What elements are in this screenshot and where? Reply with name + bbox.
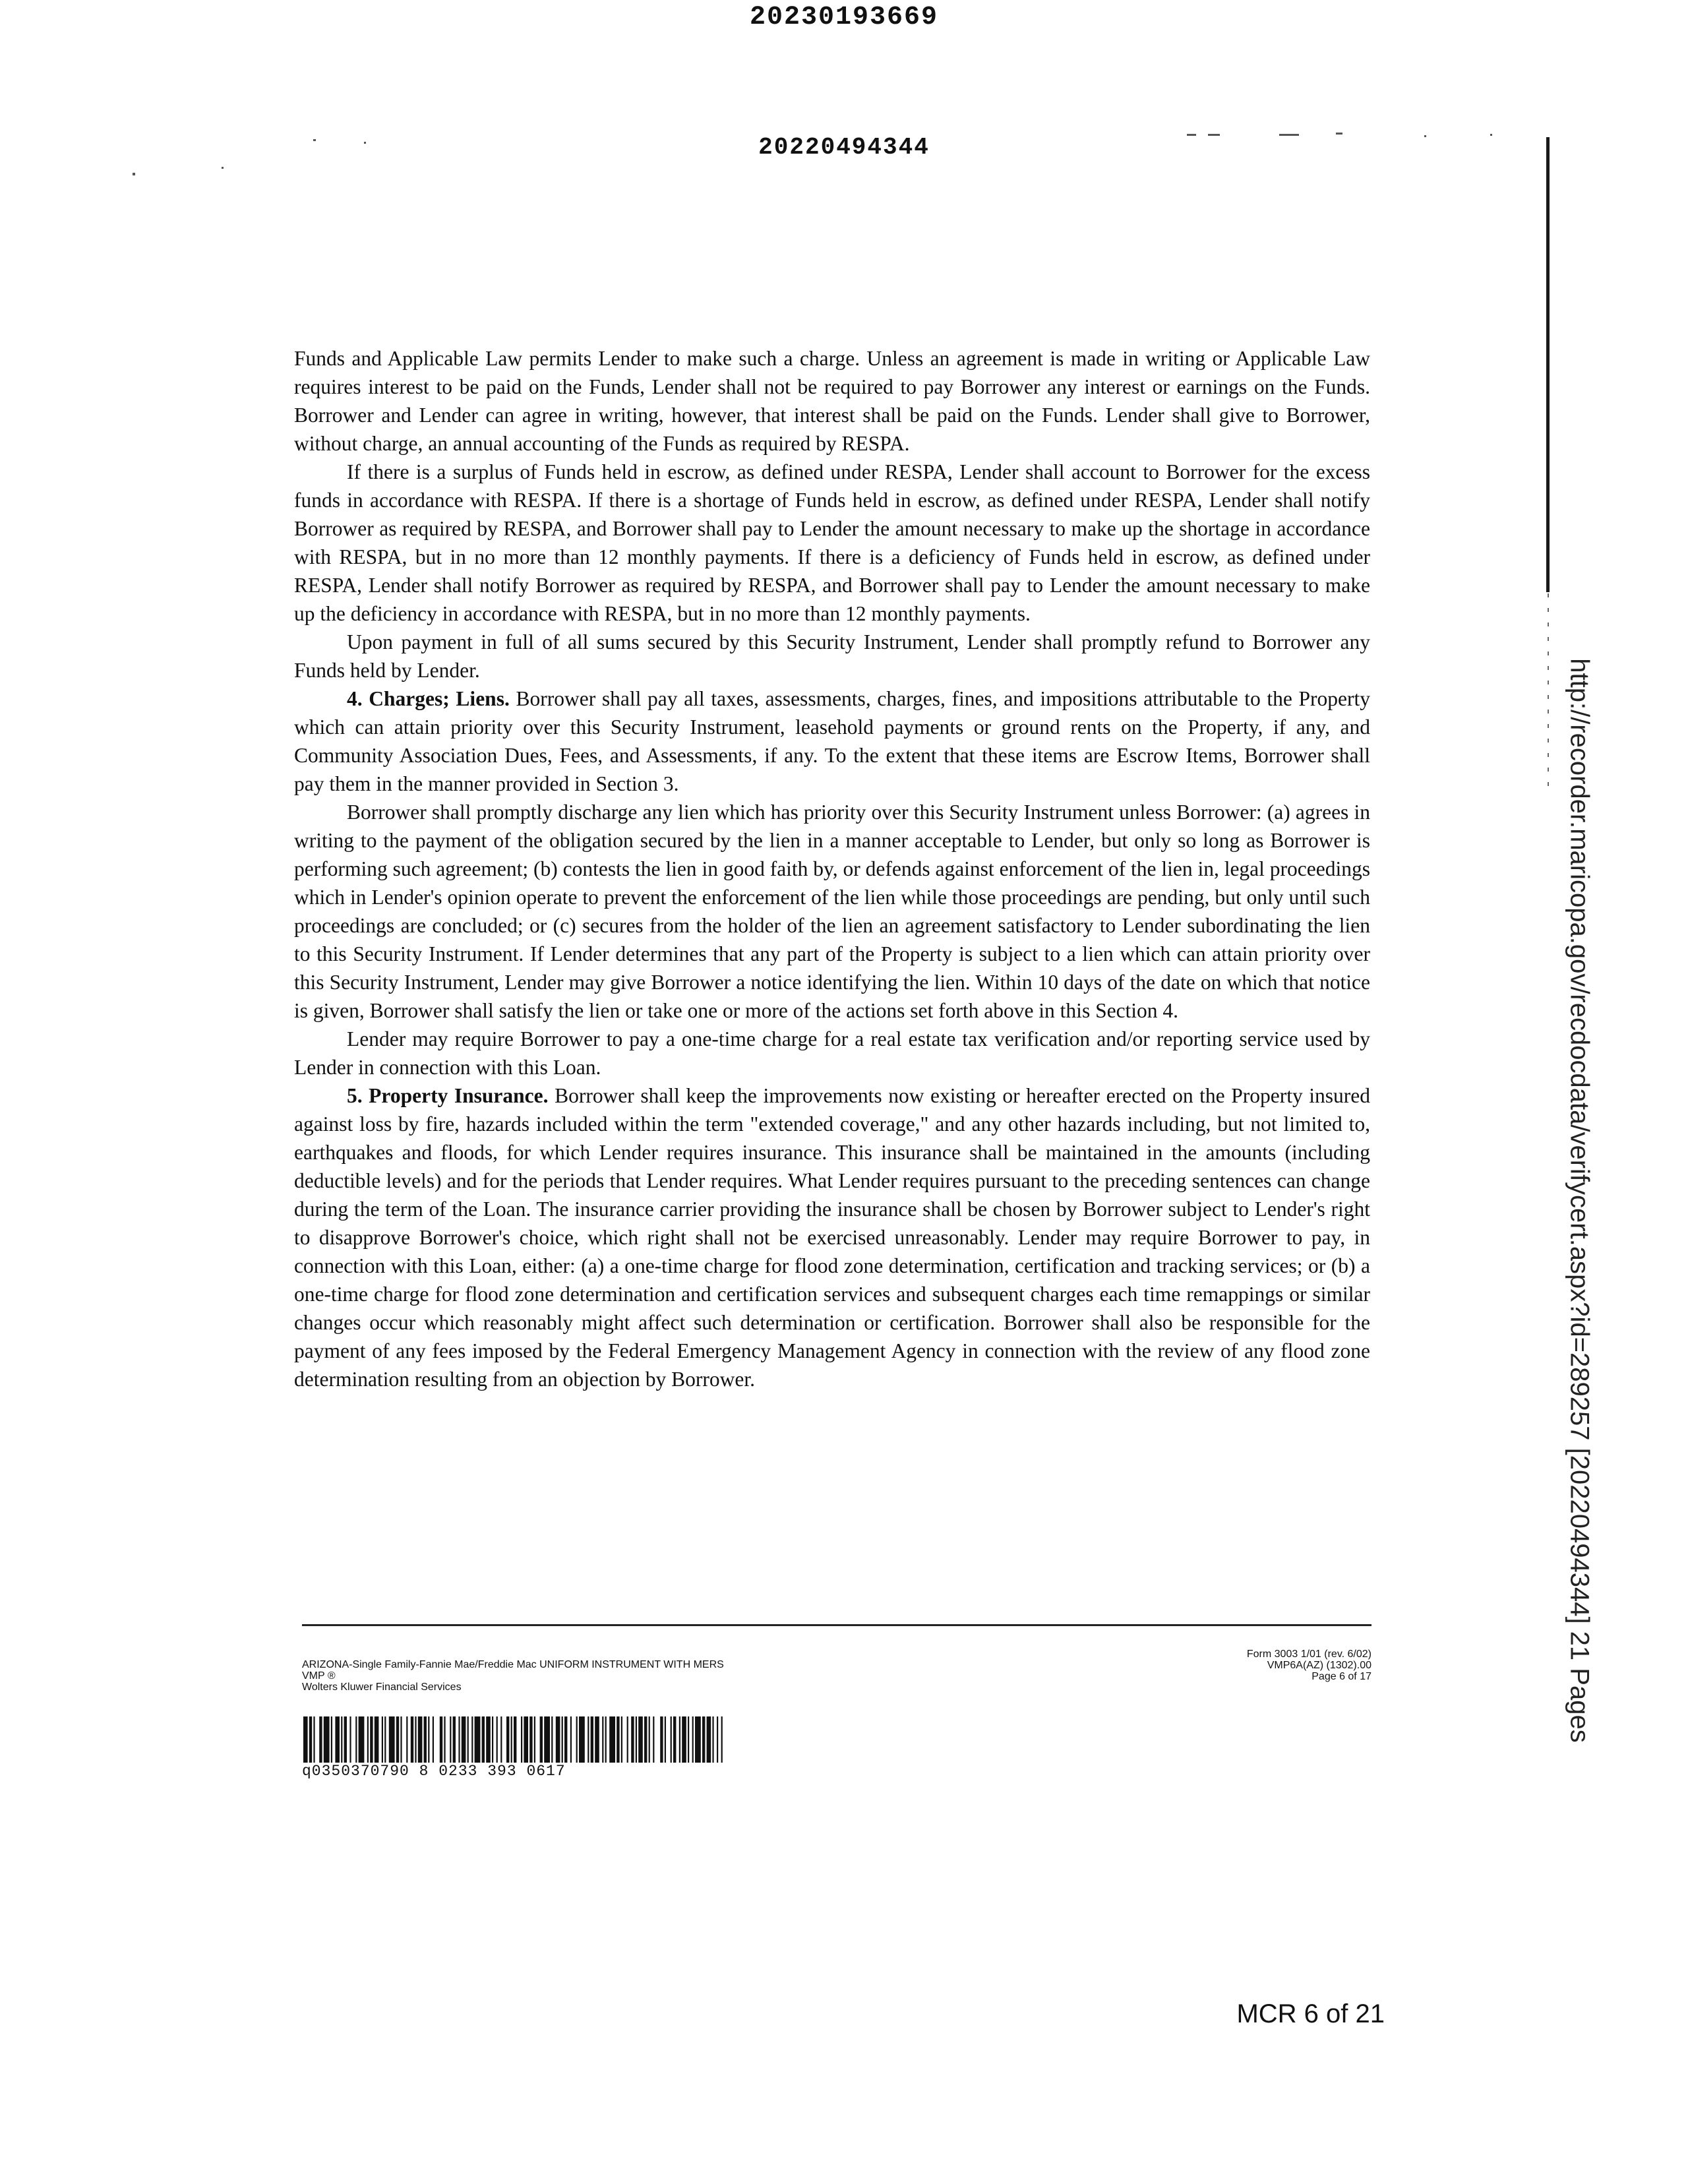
barcode-bar: [511, 1716, 512, 1763]
paragraph-refund: Upon payment in full of all sums secured by this Security Instrument, Lender shall promptly refund to Borrower any Funds held by Lender.: [294, 630, 1370, 682]
barcode-bar: [319, 1716, 322, 1763]
barcode-bar: [570, 1716, 572, 1763]
barcode-bar: [382, 1716, 383, 1763]
barcode-bar: [605, 1716, 607, 1763]
barcode-bar: [359, 1716, 365, 1763]
barcode-bar: [303, 1716, 308, 1763]
barcode-bar: [462, 1716, 466, 1763]
barcode-bar: [450, 1716, 451, 1763]
barcode-bar: [544, 1716, 550, 1763]
barcode-bar: [331, 1716, 332, 1763]
barcode-bar: [534, 1716, 535, 1763]
barcode-bar: [467, 1716, 469, 1763]
footer-form-info: [302, 1659, 1093, 1693]
barcode-bar: [384, 1716, 386, 1763]
barcode-bar: [695, 1716, 701, 1763]
mcr-page-indicator: MCR 6 of 21: [1236, 1999, 1385, 2028]
section-4-charges-liens: [294, 684, 1370, 798]
section-5-property-insurance: [294, 1081, 1370, 1393]
barcode-bar: [631, 1716, 634, 1763]
barcode-bar: [428, 1716, 429, 1763]
barcode-bar: [665, 1716, 666, 1763]
barcode-bar: [424, 1716, 427, 1763]
barcode-bar: [638, 1716, 643, 1763]
barcode-bar: [653, 1716, 654, 1763]
barcode-bar: [367, 1716, 369, 1763]
barcode-bar: [617, 1716, 619, 1763]
barcode-bar: [562, 1716, 563, 1763]
paragraph-funds-interest: Funds and Applicable Law permits Lender to make such a charge. Unless an agreement is made in writing or Applicable Law requires interest to be paid on the Funds, Lender shall not be required to pay Borrower any interest or earnings on the Funds. Borrower and Lender can agree in writing, however, that interest shall be paid on the Funds. Lender shall give to Borrower, without charge, an annual accounting of the Funds as required by RESPA.: [294, 347, 1370, 455]
barcode-bar: [636, 1716, 637, 1763]
barcode-bar: [621, 1716, 622, 1763]
footer-form-title: ARIZONA-Single Family-Fannie Mae/Freddie Mac UNIFORM INSTRUMENT WITH MERS: [302, 1659, 724, 1670]
barcode-bar: [400, 1716, 402, 1763]
document-body: [294, 344, 1370, 1393]
barcode-bar: [375, 1716, 379, 1763]
scan-edge-line: [1546, 137, 1550, 592]
barcode-bar: [707, 1716, 711, 1763]
barcode-bar: [551, 1716, 553, 1763]
barcode-bar: [721, 1716, 723, 1763]
barcode-bar: [500, 1716, 502, 1763]
barcode-bar: [492, 1716, 493, 1763]
footer-publisher: Wolters Kluwer Financial Services: [302, 1682, 462, 1693]
barcode-bar: [411, 1716, 413, 1763]
barcode-bar: [433, 1716, 434, 1763]
barcode-number: q0350370790 8 0233 393 0617: [302, 1763, 566, 1780]
barcode-bar: [524, 1716, 528, 1763]
barcode-bar: [324, 1716, 330, 1763]
footer-divider: [302, 1624, 1372, 1626]
barcode-bar: [671, 1716, 672, 1763]
footer-page-number: Page 6 of 17: [1311, 1671, 1372, 1682]
barcode-bar: [649, 1716, 650, 1763]
barcode-bar: [521, 1716, 522, 1763]
barcode-bar: [682, 1716, 686, 1763]
section-5-text: Borrower shall keep the improvements now existing or hereafter erected on the Property insured against loss by fire, hazards included within the term "extended coverage," and any other hazards including, but not limited to, earthquakes and floods, for which Lender requires insurance. This insurance shall be maintained in the amounts (including deductible levels) and for the periods that Lender requires. What Lender requires pursuant to the preceding sentences can change during the term of the Loan. The insurance carrier providing the insurance shall be chosen by Borrower subject to Lender's right to disapprove Borrower's choice, which right shall not be exercised unreasonably. Lender may require Borrower to pay, in connection with this Loan, either: (a) a one-time charge for flood zone determination, certification and tracking services; or (b) a one-time charge for flood zone determination and certification services and subsequent charges each time remappings or similar changes occur which reasonably might affect such determination or certification. Borrower shall also be responsible for the payment of any fees imposed by the Federal Emergency Management Agency in connection with the review of any flood zone determination resulting from an objection by Borrower.: [294, 1084, 1370, 1391]
barcode-bar: [644, 1716, 647, 1763]
paragraph-tax-verification: Lender may require Borrower to pay a one-time charge for a real estate tax verification and/or reporting service used by Lender in connection with this Loan.: [294, 1027, 1370, 1079]
barcode-bar: [660, 1716, 663, 1763]
barcode-bar: [540, 1716, 543, 1763]
barcode-bar: [688, 1716, 689, 1763]
barcode-bar: [415, 1716, 416, 1763]
barcode-bar: [370, 1716, 373, 1763]
barcode-bar: [506, 1716, 509, 1763]
barcode-bar: [576, 1716, 578, 1763]
barcode-bar: [458, 1716, 460, 1763]
barcode-bar: [673, 1716, 676, 1763]
section-4-text: Borrower shall pay all taxes, assessments, charges, fines, and impositions attributable to the Property which can attain priority over this Security Instrument, leasehold payments or ground rents on the Property, if any, and Community Association Dues, Fees, and Assessments, if any. To the extent that these items are Escrow Items, Borrower shall pay them in the manner provided in Section 3.: [294, 687, 1371, 795]
barcode-bar: [313, 1716, 315, 1763]
barcode-bar: [486, 1716, 491, 1763]
barcode-bar: [712, 1716, 713, 1763]
barcode-bar: [344, 1716, 347, 1763]
barcode-bar: [602, 1716, 603, 1763]
barcode-bar: [444, 1716, 445, 1763]
recording-number-top: 20230193669: [749, 3, 939, 32]
section-5-heading: 5. Property Insurance.: [347, 1084, 549, 1107]
barcode-bar: [514, 1716, 516, 1763]
barcode-bar: [349, 1716, 351, 1763]
barcode-bar: [389, 1716, 395, 1763]
barcode: [302, 1716, 724, 1763]
verification-url-text: http://recorder.maricopa.gov/recdocdata/verifycert.aspx?id=289257 [20220494344] 21 Pages: [1565, 657, 1594, 1743]
barcode-bar: [475, 1716, 481, 1763]
scan-edge-dotted-line: [1548, 593, 1549, 791]
barcode-bar: [679, 1716, 680, 1763]
barcode-bar: [591, 1716, 593, 1763]
paragraph-escrow-surplus: If there is a surplus of Funds held in escrow, as defined under RESPA, Lender shall account to Borrower for the excess funds in accordance with RESPA. If there is a shortage of Funds held in escrow, as defined under RESPA, Lender shall notify Borrower as required by RESPA, and Borrower shall pay to Lender the amount necessary to make up the shortage in accordance with RESPA, but in no more than 12 monthly payments. If there is a deficiency of Funds held in escrow, as defined under RESPA, Lender shall notify Borrower as required by RESPA, and Borrower shall pay to Lender the amount necessary to make up the deficiency in accordance with RESPA, but in no more than 12 monthly payments.: [294, 460, 1370, 625]
barcode-bar: [588, 1716, 589, 1763]
barcode-bar: [396, 1716, 399, 1763]
barcode-bar: [564, 1716, 567, 1763]
barcode-bar: [471, 1716, 473, 1763]
footer-vmp: VMP ®: [302, 1670, 336, 1682]
footer-form-code: Form 3003 1/01 (rev. 6/02): [1246, 1649, 1372, 1660]
footer-vmp-code: VMP6A(AZ) (1302).00: [1267, 1660, 1372, 1671]
paragraph-discharge-lien: Borrower shall promptly discharge any lien which has priority over this Security Instrument unless Borrower: (a) agrees in writing to the payment of the obligation secured by the lien in a manner acceptable to Lender, but only so long as Borrower is performing such agreement; (b) contests the lien in good faith by, or defends against enforcement of the lien in, legal proceedings which in Lender's opinion operate to prevent the enforcement of the lien while those proceedings are pending, but only until such proceedings are concluded; or (c) secures from the holder of the lien an agreement satisfactory to Lender subordinating the lien to this Security Instrument. If Lender determines that any part of the Property is subject to a lien which can attain priority over this Security Instrument, Lender may give Borrower a notice identifying the lien. Within 10 days of the date on which that notice is given, Borrower shall satisfy the lien or take one or more of the actions set forth above in this Section 4.: [294, 801, 1370, 1022]
barcode-bar: [335, 1716, 340, 1763]
footer-form-number: [1108, 1649, 1372, 1682]
barcode-bar: [309, 1716, 312, 1763]
barcode-bar: [692, 1716, 694, 1763]
barcode-bar: [556, 1716, 560, 1763]
recording-number-original: 20220494344: [758, 134, 930, 161]
barcode-bar: [355, 1716, 357, 1763]
barcode-bar: [595, 1716, 599, 1763]
section-4-heading: 4. Charges; Liens.: [347, 687, 510, 710]
barcode-bar: [418, 1716, 423, 1763]
barcode-bar: [717, 1716, 718, 1763]
barcode-bar: [627, 1716, 628, 1763]
barcode-bar: [482, 1716, 485, 1763]
barcode-bar: [453, 1716, 456, 1763]
barcode-bar: [702, 1716, 705, 1763]
barcode-bar: [609, 1716, 615, 1763]
barcode-bar: [440, 1716, 442, 1763]
barcode-bar: [406, 1716, 407, 1763]
verification-url-vertical: [1553, 633, 1606, 1767]
barcode-bar: [529, 1716, 532, 1763]
barcode-bar: [579, 1716, 585, 1763]
barcode-bar: [497, 1716, 498, 1763]
barcode-bar: [341, 1716, 342, 1763]
